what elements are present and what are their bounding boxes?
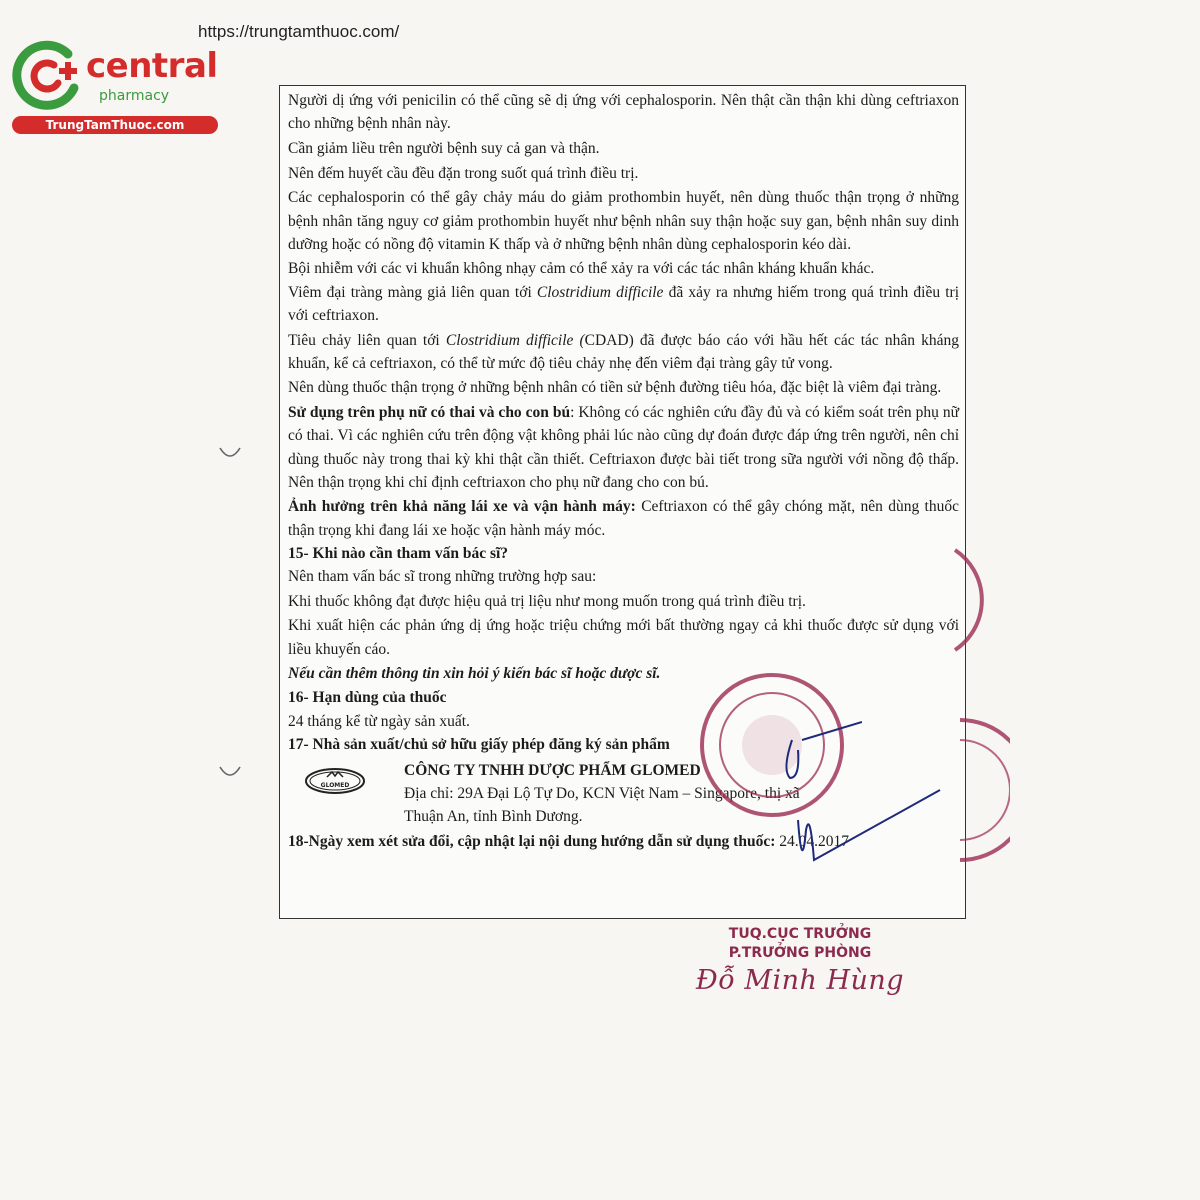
signature-block	[690, 925, 910, 996]
paragraph-cdad: Tiêu chảy liên quan tới Clostridium difficile (CDAD) đã được báo cáo với hầu hết các tác nhân kháng khuẩn, kể cả ceftriaxon, có thể từ mức độ tiêu chảy nhẹ đến viêm đại tràng gây tử vong.	[288, 331, 959, 372]
paragraph: Cần giảm liều trên người bệnh suy cả gan và thận.	[288, 139, 600, 157]
paragraph: Các cephalosporin có thể gây chảy máu do giảm prothombin huyết, nên dùng thuốc thận trọng ở những bệnh nhân tăng nguy cơ giảm prothombin huyết như bệnh nhân suy thận hoặc suy gan, bệnh nhân suy dinh dưỡng hoặc có nồng độ vitamin K thấp và ở những bệnh nhân dùng cephalosporin kéo dài.	[288, 189, 959, 253]
signer-title: P.TRƯỞNG PHÒNG	[728, 945, 872, 961]
section-15-heading: 15- Khi nào cần tham vấn bác sĩ?	[288, 544, 509, 562]
paragraph: Khi thuốc không đạt được hiệu quả trị liệu như mong muốn trong quá trình điều trị.	[288, 592, 806, 610]
svg-text:GLOMED: GLOMED	[320, 781, 350, 789]
glomed-logo-icon	[304, 767, 366, 795]
logo-site-bar: TrungTamThuoc.com	[12, 116, 218, 134]
company-name: CÔNG TY TNHH DƯỢC PHẨM GLOMED	[404, 761, 701, 779]
signature-scribble	[790, 780, 950, 890]
company-address: Thuận An, tỉnh Bình Dương.	[404, 808, 583, 826]
consult-note: Nếu cần thêm thông tin xin hỏi ý kiến bác sĩ hoặc dược sĩ.	[288, 665, 661, 683]
pregnancy-section: Sử dụng trên phụ nữ có thai và cho con bú: Không có các nghiên cứu đầy đủ và có kiểm soát trên phụ nữ có thai. Vì các nghiên cứu trên động vật không phải lúc nào cũng dự đoán được đáp ứng trên người, nên chỉ dùng thuốc này trong thai kỳ khi thật cần thiết. Ceftriaxon được bài tiết trong sữa người với nồng độ thấp. Nên thận trọng khi chỉ định ceftriaxon cho phụ nữ đang cho con bú.	[288, 404, 959, 491]
logo-wordmark: central	[86, 46, 218, 86]
paragraph: Bội nhiễm với các vi khuẩn không nhạy cảm có thể xảy ra với các tác nhân kháng khuẩn khác.	[288, 260, 875, 278]
paragraph: Người dị ứng với penicilin có thể cũng sẽ dị ứng với cephalosporin. Nên thật cần thận khi dùng ceftriaxon cho những bệnh nhân này.	[288, 92, 959, 133]
glomed-logo	[288, 759, 404, 802]
section-16-heading: 16- Hạn dùng của thuốc	[288, 688, 447, 706]
signer-name: Đỗ Minh Hùng	[695, 965, 905, 996]
binder-hole-icon	[217, 765, 243, 779]
driving-section: Ảnh hưởng trên khả năng lái xe và vận hành máy: Ceftriaxon có thể gây chóng mặt, nên dùng thuốc thận trọng khi đang lái xe hoặc vận hành máy móc.	[288, 498, 959, 539]
paragraph: 24 tháng kể từ ngày sản xuất.	[288, 713, 470, 731]
signer-title: TUQ.CỤC TRƯỞNG	[728, 926, 872, 942]
paragraph: Khi xuất hiện các phản ứng dị ứng hoặc triệu chứng mới bất thường ngay cả khi thuốc được sử dụng với liều khuyến cáo.	[288, 617, 959, 658]
paragraph-cdiff: Viêm đại tràng màng giả liên quan tới Clostridium difficile đã xảy ra nhưng hiếm trong quá trình điều trị với ceftriaxon.	[288, 283, 960, 324]
central-pharmacy-logo[interactable]	[10, 38, 220, 138]
paragraph: Nên đếm huyết cầu đều đặn trong suốt quá trình điều trị.	[288, 164, 639, 182]
pharmacy-cross-icon	[10, 38, 90, 114]
stamp-edge	[935, 545, 985, 655]
paragraph: Nên dùng thuốc thận trọng ở những bệnh nhân có tiền sử bệnh đường tiêu hóa, đặc biệt là viêm đại tràng.	[288, 379, 942, 397]
company-address: Địa chỉ: 29A Đại Lộ Tự Do, KCN Việt Nam – Singapore, thị xã	[404, 784, 800, 802]
source-url[interactable]: https://trungtamthuoc.com/	[198, 22, 400, 41]
logo-subtitle: pharmacy	[99, 88, 170, 104]
section-18: 18-Ngày xem xét sửa đổi, cập nhật lại nội dung hướng dẫn sử dụng thuốc: 24.04.2017	[288, 833, 850, 851]
section-17-heading: 17- Nhà sản xuất/chủ sở hữu giấy phép đăng ký sản phẩm	[288, 736, 670, 754]
paragraph: Nên tham vấn bác sĩ trong những trường hợp sau:	[288, 568, 597, 586]
binder-hole-icon	[217, 446, 243, 460]
